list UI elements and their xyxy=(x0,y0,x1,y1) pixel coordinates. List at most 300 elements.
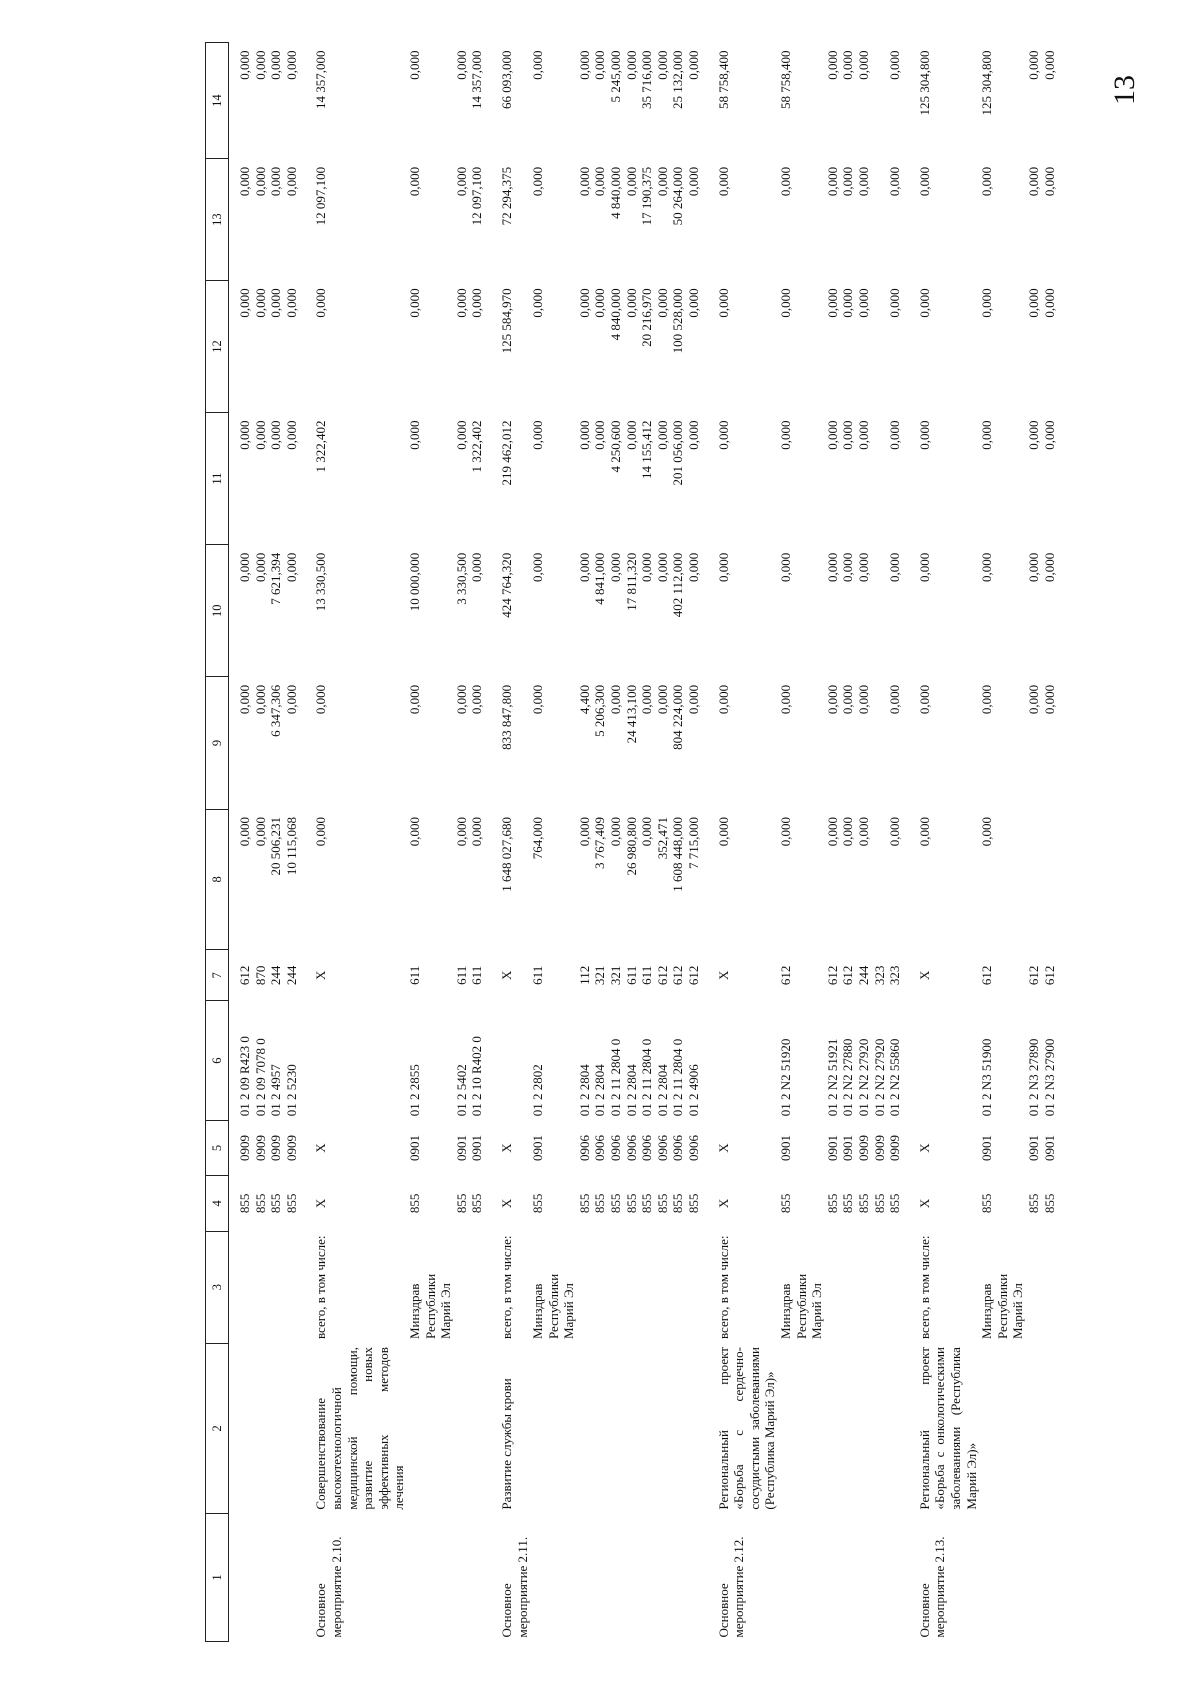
year-value-cell: 14 357,000 xyxy=(469,50,485,109)
year-value-cell: 10 000,000 xyxy=(406,552,422,612)
year-value-cell: 1 608 448,000 xyxy=(670,817,686,892)
expense-type-code-cell: 321 xyxy=(608,965,624,986)
year-value-cell: 0,000 xyxy=(979,684,995,715)
year-value-cell: 0,000 xyxy=(268,288,284,318)
responsible-executor-cell xyxy=(670,1231,686,1343)
section-code-cell: 0906 xyxy=(670,1135,686,1161)
target-article-code-cell: 01 2 N3 27900 xyxy=(1041,1038,1057,1117)
year-value-cell: 0,000 xyxy=(252,552,268,582)
expense-type-code-cell: 612 xyxy=(670,965,686,986)
year-value-cell: 3 330,500 xyxy=(453,552,469,605)
activity-name-cell xyxy=(686,1343,702,1514)
expense-type-code-cell: 321 xyxy=(592,965,608,986)
column-header-2: 2 xyxy=(206,1343,229,1514)
column-header-6: 6 xyxy=(206,1001,229,1120)
year-value-cell: 0,000 xyxy=(623,288,639,318)
target-article-code-cell: 01 2 N2 27880 xyxy=(840,1038,856,1117)
column-header-3: 3 xyxy=(206,1231,229,1343)
year-value-cell: 0,000 xyxy=(623,166,639,197)
section-code-cell: 0909 xyxy=(252,1135,268,1161)
activity-number-cell xyxy=(624,1514,640,1642)
year-value-cell: 0,000 xyxy=(576,166,592,197)
activity-name-cell xyxy=(840,1343,856,1514)
activity-number-cell xyxy=(407,1514,454,1642)
activity-number-cell xyxy=(1026,1514,1042,1642)
table-row xyxy=(229,43,253,1642)
year-value-cell: 4 840,000 xyxy=(608,166,624,219)
table-row xyxy=(702,43,778,1642)
year-value-cell: 3 767,409 xyxy=(592,817,608,870)
year-value-cell: 0,000 xyxy=(639,684,655,715)
year-value-cell: 0,000 xyxy=(530,288,546,318)
activity-name-cell: Развитие службы крови xyxy=(498,1378,514,1510)
year-value-cell: 0,000 xyxy=(1025,50,1041,80)
year-value-cell: 58 758,400 xyxy=(778,50,793,109)
section-code-cell: 0906 xyxy=(639,1135,655,1161)
table-row xyxy=(284,43,300,1642)
year-value-cell: 0,000 xyxy=(855,50,871,80)
year-value-cell: 0,000 xyxy=(608,684,624,715)
year-value-cell: 0,000 xyxy=(715,420,731,450)
rotated-table-container xyxy=(205,42,1155,1642)
grbs-code-cell: 855 xyxy=(639,1193,655,1214)
year-value-cell: 352,471 xyxy=(654,817,670,860)
year-value-cell: 0,000 xyxy=(313,817,329,847)
table-row xyxy=(530,43,577,1642)
target-article-code-cell: 01 2 11 2804 0 xyxy=(608,1038,624,1117)
expense-type-code-cell: 611 xyxy=(453,965,469,985)
grbs-code-cell: 855 xyxy=(840,1193,856,1214)
grbs-code-cell: 855 xyxy=(592,1193,608,1214)
activity-number-cell: Основное мероприятие 2.12. xyxy=(715,1536,747,1638)
year-value-cell: 0,000 xyxy=(1025,288,1041,318)
activity-name-cell xyxy=(655,1343,671,1514)
activity-number-cell xyxy=(639,1514,655,1642)
year-value-cell: 0,000 xyxy=(979,166,995,197)
activity-number-cell xyxy=(686,1514,702,1642)
section-code-cell: 0901 xyxy=(1025,1135,1041,1161)
expense-type-code-cell: 244 xyxy=(283,965,299,986)
year-value-cell: 0,000 xyxy=(268,420,284,450)
target-article-code-cell xyxy=(299,1001,407,1120)
grbs-code-cell: 855 xyxy=(406,1193,422,1214)
year-value-cell: 0,000 xyxy=(840,420,856,450)
responsible-executor-cell xyxy=(469,1231,485,1343)
year-value-cell: 0,000 xyxy=(916,166,932,197)
activity-name-cell: Совершенствование высокотехнологичной медицинской помощи, развитие новых эффективных методов лечения xyxy=(313,1347,407,1510)
grbs-code-cell: 855 xyxy=(855,1193,871,1214)
responsible-executor-cell: всего, в том числе: xyxy=(313,1235,329,1340)
year-value-cell: 0,000 xyxy=(252,288,268,318)
year-value-cell: 0,000 xyxy=(530,50,546,80)
table-row xyxy=(639,43,655,1642)
activity-name-cell xyxy=(778,1343,825,1514)
column-header-14: 14 xyxy=(206,43,229,159)
grbs-code-cell: 855 xyxy=(453,1193,469,1214)
year-value-cell: 764,000 xyxy=(530,817,546,860)
year-value-cell: 20 216,970 xyxy=(639,288,655,347)
section-code-cell: 0901 xyxy=(469,1135,485,1161)
column-header-10: 10 xyxy=(206,545,229,677)
activity-name-cell xyxy=(872,1343,888,1514)
grbs-code-cell: 855 xyxy=(268,1193,284,1214)
target-article-code-cell: 01 2 09 R423 0 xyxy=(237,1036,252,1117)
year-value-cell: 0,000 xyxy=(283,166,299,197)
year-value-cell: 0,000 xyxy=(824,552,840,582)
year-value-cell: 0,000 xyxy=(406,420,422,450)
table-row xyxy=(887,43,903,1642)
expense-type-code-cell: 612 xyxy=(1025,965,1041,986)
activity-number-cell xyxy=(577,1514,593,1642)
target-article-code-cell: 01 2 2804 xyxy=(623,1064,639,1117)
responsible-executor-cell xyxy=(268,1231,284,1343)
year-value-cell: 0,000 xyxy=(283,684,299,715)
year-value-cell: 0,000 xyxy=(840,288,856,318)
year-value-cell: 0,000 xyxy=(778,166,793,197)
expense-type-code-cell: 870 xyxy=(252,965,268,986)
year-value-cell: 0,000 xyxy=(623,50,639,80)
year-value-cell: 50 264,000 xyxy=(670,166,686,226)
year-value-cell: 26 980,800 xyxy=(623,817,639,876)
year-value-cell: 0,000 xyxy=(453,166,469,197)
activity-name-cell xyxy=(639,1343,655,1514)
target-article-code-cell xyxy=(702,1001,778,1120)
activity-name-cell xyxy=(1026,1343,1042,1514)
target-article-code-cell xyxy=(903,1001,979,1120)
section-code-cell: 0909 xyxy=(237,1135,252,1161)
year-value-cell xyxy=(1026,809,1042,950)
section-code-cell: 0906 xyxy=(686,1135,702,1161)
year-value-cell: 0,000 xyxy=(453,420,469,450)
year-value-cell: 0,000 xyxy=(530,166,546,197)
year-value-cell: 0,000 xyxy=(639,552,655,582)
year-value-cell: 0,000 xyxy=(840,50,856,80)
year-value-cell: 0,000 xyxy=(252,684,268,715)
year-value-cell: 0,000 xyxy=(313,684,329,715)
year-value-cell: 0,000 xyxy=(855,166,871,197)
year-value-cell: 0,000 xyxy=(840,817,856,847)
target-article-code-cell: 01 2 N3 27890 xyxy=(1025,1038,1041,1117)
expense-type-code-cell: 611 xyxy=(639,965,655,985)
year-value-cell: 24 413,100 xyxy=(623,684,639,744)
expense-type-code-cell: 611 xyxy=(469,965,485,985)
expense-type-code-cell: X xyxy=(715,970,731,981)
responsible-executor-cell xyxy=(1026,1231,1042,1343)
year-value-cell: 0,000 xyxy=(406,166,422,197)
expense-type-code-cell: 244 xyxy=(855,965,871,986)
year-value-cell: 0,000 xyxy=(576,50,592,80)
section-code-cell: 0906 xyxy=(623,1135,639,1161)
expense-type-code-cell: X xyxy=(916,970,932,981)
year-value-cell: 0,000 xyxy=(686,166,702,197)
year-value-cell xyxy=(872,809,888,950)
responsible-executor-cell xyxy=(840,1231,856,1343)
year-value-cell: 0,000 xyxy=(283,552,299,582)
year-value-cell: 0,000 xyxy=(778,817,793,847)
year-value-cell: 0,000 xyxy=(237,288,252,318)
target-article-code-cell: 01 2 N2 51920 xyxy=(778,1038,793,1117)
activity-number-cell xyxy=(454,1514,470,1642)
year-value-cell: 0,000 xyxy=(686,420,702,450)
year-value-cell: 0,000 xyxy=(252,166,268,197)
grbs-code-cell: 855 xyxy=(623,1193,639,1214)
year-value-cell xyxy=(872,159,888,281)
year-value-cell xyxy=(1042,809,1058,950)
target-article-code-cell: 01 2 11 2804 0 xyxy=(670,1038,686,1117)
year-value-cell: 0,000 xyxy=(237,166,252,197)
table-row xyxy=(485,43,530,1642)
activity-number-cell xyxy=(469,1514,485,1642)
table-row xyxy=(1042,43,1058,1642)
year-value-cell: 10 115,068 xyxy=(283,817,299,876)
year-value-cell: 0,000 xyxy=(469,552,485,582)
section-code-cell: 0906 xyxy=(654,1135,670,1161)
year-value-cell: 0,000 xyxy=(453,50,469,80)
year-value-cell: 1 322,402 xyxy=(469,420,485,473)
target-article-code-cell: 01 2 5402 xyxy=(453,1064,469,1117)
activity-name-cell xyxy=(407,1343,454,1514)
year-value-cell: 0,000 xyxy=(283,50,299,80)
year-value-cell: 0,000 xyxy=(530,420,546,450)
column-header-12: 12 xyxy=(206,280,229,412)
activity-name-cell xyxy=(592,1343,608,1514)
year-value-cell: 4 841,000 xyxy=(592,552,608,605)
grbs-code-cell: 855 xyxy=(608,1193,624,1214)
expense-type-code-cell: 612 xyxy=(237,965,252,986)
section-code-cell: X xyxy=(313,1143,329,1153)
year-value-cell: 17 811,320 xyxy=(623,552,639,611)
target-article-code-cell: 01 2 N2 55860 xyxy=(887,1038,903,1117)
section-code-cell: 0906 xyxy=(576,1135,592,1161)
activity-name-cell xyxy=(1042,1343,1058,1514)
section-code-cell: X xyxy=(715,1143,731,1153)
activity-name-cell xyxy=(577,1343,593,1514)
section-code-cell: 0909 xyxy=(283,1135,299,1161)
year-value-cell: 0,000 xyxy=(237,50,252,80)
table-row xyxy=(608,43,624,1642)
year-value-cell: 0,000 xyxy=(916,684,932,715)
table-row xyxy=(577,43,593,1642)
table-row xyxy=(872,43,888,1642)
year-value-cell: 0,000 xyxy=(252,817,268,847)
year-value-cell: 1 648 027,680 xyxy=(498,817,514,892)
activity-number-cell: Основное мероприятие 2.10. xyxy=(313,1536,344,1638)
responsible-executor-cell xyxy=(887,1231,903,1343)
year-value-cell: 4 250,600 xyxy=(608,420,624,473)
year-value-cell: 0,000 xyxy=(824,420,840,450)
year-value-cell: 0,000 xyxy=(916,288,932,318)
activity-number-cell xyxy=(778,1514,825,1642)
responsible-executor-cell xyxy=(655,1231,671,1343)
activity-number-cell xyxy=(229,1514,253,1642)
target-article-code-cell: 01 2 4906 xyxy=(686,1064,702,1117)
activity-name-cell xyxy=(825,1343,841,1514)
grbs-code-cell: 855 xyxy=(871,1193,887,1214)
year-value-cell: 0,000 xyxy=(406,50,422,80)
grbs-code-cell: 855 xyxy=(252,1193,268,1214)
responsible-executor-cell xyxy=(608,1231,624,1343)
budget-table xyxy=(205,42,1057,1642)
year-value-cell: 0,000 xyxy=(530,684,546,715)
expense-type-code-cell: 611 xyxy=(623,965,639,985)
grbs-code-cell: 855 xyxy=(654,1193,670,1214)
expense-type-code-cell: 612 xyxy=(778,965,793,986)
year-value-cell: 0,000 xyxy=(887,552,903,582)
year-value-cell: 5 206,300 xyxy=(592,684,608,737)
activity-number-cell xyxy=(253,1514,269,1642)
year-value-cell: 0,000 xyxy=(855,817,871,847)
year-value-cell: 0,000 xyxy=(887,684,903,715)
year-value-cell: 0,000 xyxy=(608,552,624,582)
expense-type-code-cell: X xyxy=(313,970,329,981)
year-value-cell: 0,000 xyxy=(639,817,655,847)
activity-number-cell xyxy=(670,1514,686,1642)
responsible-executor-cell: Минздрав Республики Марий Эл xyxy=(979,1273,1026,1340)
activity-number-cell xyxy=(655,1514,671,1642)
column-header-11: 11 xyxy=(206,413,229,545)
expense-type-code-cell: X xyxy=(498,970,514,981)
table-row xyxy=(592,43,608,1642)
grbs-code-cell: 855 xyxy=(979,1193,995,1214)
year-value-cell: 0,000 xyxy=(592,166,608,197)
year-value-cell: 0,000 xyxy=(654,288,670,318)
table-row xyxy=(1026,43,1042,1642)
year-value-cell: 0,000 xyxy=(268,50,284,80)
grbs-code-cell: 855 xyxy=(686,1193,702,1214)
year-value-cell: 0,000 xyxy=(979,420,995,450)
year-value-cell: 17 190,375 xyxy=(639,166,655,226)
table-row xyxy=(778,43,825,1642)
section-code-cell: 0901 xyxy=(406,1135,422,1161)
activity-name-cell xyxy=(608,1343,624,1514)
column-header-13: 13 xyxy=(206,159,229,281)
activity-name-cell xyxy=(530,1343,577,1514)
year-value-cell: 0,000 xyxy=(887,50,903,80)
responsible-executor-cell xyxy=(253,1231,269,1343)
section-code-cell: 0906 xyxy=(608,1135,624,1161)
year-value-cell: 219 462,012 xyxy=(498,420,514,486)
responsible-executor-cell: Минздрав Республики Марий Эл xyxy=(778,1273,825,1340)
activity-number-cell xyxy=(856,1514,872,1642)
activity-name-cell xyxy=(670,1343,686,1514)
year-value-cell: 13 330,500 xyxy=(313,552,329,612)
year-value-cell: 402 112,000 xyxy=(670,552,686,618)
year-value-cell: 804 224,000 xyxy=(670,684,686,750)
year-value-cell: 6 347,306 xyxy=(268,684,284,737)
year-value-cell: 0,000 xyxy=(1041,684,1057,715)
year-value-cell: 0,000 xyxy=(406,817,422,847)
grbs-code-cell: 855 xyxy=(778,1193,793,1214)
grbs-code-cell: 855 xyxy=(283,1193,299,1214)
section-code-cell: 0906 xyxy=(592,1135,608,1161)
section-code-cell: 0901 xyxy=(453,1135,469,1161)
section-code-cell: 0909 xyxy=(268,1135,284,1161)
year-value-cell: 0,000 xyxy=(576,288,592,318)
activity-name-cell: Региональный проект «Борьба с онкологическими заболеваниями (Республика Марий Эл)» xyxy=(916,1347,979,1510)
year-value-cell: 0,000 xyxy=(715,817,731,847)
year-value-cell: 125 584,970 xyxy=(498,288,514,354)
grbs-code-cell: 855 xyxy=(530,1193,546,1214)
responsible-executor-cell: Минздрав Республики Марий Эл xyxy=(530,1273,577,1340)
section-code-cell: 0901 xyxy=(979,1135,995,1161)
year-value-cell xyxy=(872,413,888,545)
expense-type-code-cell: 612 xyxy=(840,965,856,986)
grbs-code-cell: 855 xyxy=(237,1193,252,1214)
target-article-code-cell xyxy=(485,1001,530,1120)
table-row xyxy=(670,43,686,1642)
year-value-cell: 0,000 xyxy=(778,684,793,715)
target-article-code-cell: 01 2 N2 27920 xyxy=(871,1038,887,1117)
table-row xyxy=(979,43,1026,1642)
target-article-code-cell: 01 2 4957 xyxy=(268,1064,284,1117)
year-value-cell: 0,000 xyxy=(855,684,871,715)
column-header-9: 9 xyxy=(206,677,229,809)
year-value-cell: 0,000 xyxy=(592,420,608,450)
target-article-code-cell: 01 2 5230 xyxy=(283,1064,299,1117)
activity-name-cell xyxy=(284,1343,300,1514)
year-value-cell: 0,000 xyxy=(469,684,485,715)
activity-number-cell xyxy=(268,1514,284,1642)
activity-name-cell xyxy=(253,1343,269,1514)
year-value-cell: 424 764,320 xyxy=(498,552,514,618)
column-header-7: 7 xyxy=(206,950,229,1001)
year-value-cell: 0,000 xyxy=(654,420,670,450)
year-value-cell: 0,000 xyxy=(715,684,731,715)
year-value-cell: 0,000 xyxy=(715,288,731,318)
year-value-cell: 0,000 xyxy=(887,288,903,318)
table-row xyxy=(686,43,702,1642)
year-value-cell: 20 506,231 xyxy=(268,817,284,876)
year-value-cell: 0,000 xyxy=(654,684,670,715)
table-row xyxy=(454,43,470,1642)
year-value-cell: 0,000 xyxy=(887,166,903,197)
year-value-cell: 66 093,000 xyxy=(498,50,514,109)
year-value-cell: 100 528,000 xyxy=(670,288,686,354)
grbs-code-cell: X xyxy=(313,1198,329,1209)
year-value-cell: 0,000 xyxy=(237,817,252,847)
year-value-cell: 4 840,000 xyxy=(608,288,624,341)
year-value-cell: 0,000 xyxy=(453,684,469,715)
expense-type-code-cell: 244 xyxy=(268,965,284,986)
expense-type-code-cell: 611 xyxy=(406,965,422,985)
expense-type-code-cell: 612 xyxy=(824,965,840,986)
year-value-cell: 0,000 xyxy=(778,552,793,582)
column-header-4: 4 xyxy=(206,1176,229,1231)
target-article-code-cell: 01 2 2802 xyxy=(530,1064,546,1117)
grbs-code-cell: X xyxy=(715,1198,731,1209)
year-value-cell: 35 716,000 xyxy=(639,50,655,109)
year-value-cell: 0,000 xyxy=(778,420,793,450)
year-value-cell: 72 294,375 xyxy=(498,166,514,226)
year-value-cell: 0,000 xyxy=(406,288,422,318)
grbs-code-cell: X xyxy=(916,1198,932,1209)
activity-number-cell xyxy=(825,1514,841,1642)
target-article-code-cell: 01 2 11 2804 0 xyxy=(639,1038,655,1117)
column-header-1: 1 xyxy=(206,1514,229,1642)
year-value-cell xyxy=(872,545,888,677)
responsible-executor-cell xyxy=(686,1231,702,1343)
responsible-executor-cell xyxy=(284,1231,300,1343)
table-row xyxy=(253,43,269,1642)
responsible-executor-cell xyxy=(1042,1231,1058,1343)
year-value-cell: 833 847,800 xyxy=(498,684,514,750)
year-value-cell: 0,000 xyxy=(686,288,702,318)
expense-type-code-cell: 612 xyxy=(979,965,995,986)
target-article-code-cell: 01 2 2804 xyxy=(592,1064,608,1117)
year-value-cell: 0,000 xyxy=(608,817,624,847)
activity-number-cell: Основное мероприятие 2.11. xyxy=(498,1536,530,1638)
year-value-cell: 0,000 xyxy=(406,684,422,715)
